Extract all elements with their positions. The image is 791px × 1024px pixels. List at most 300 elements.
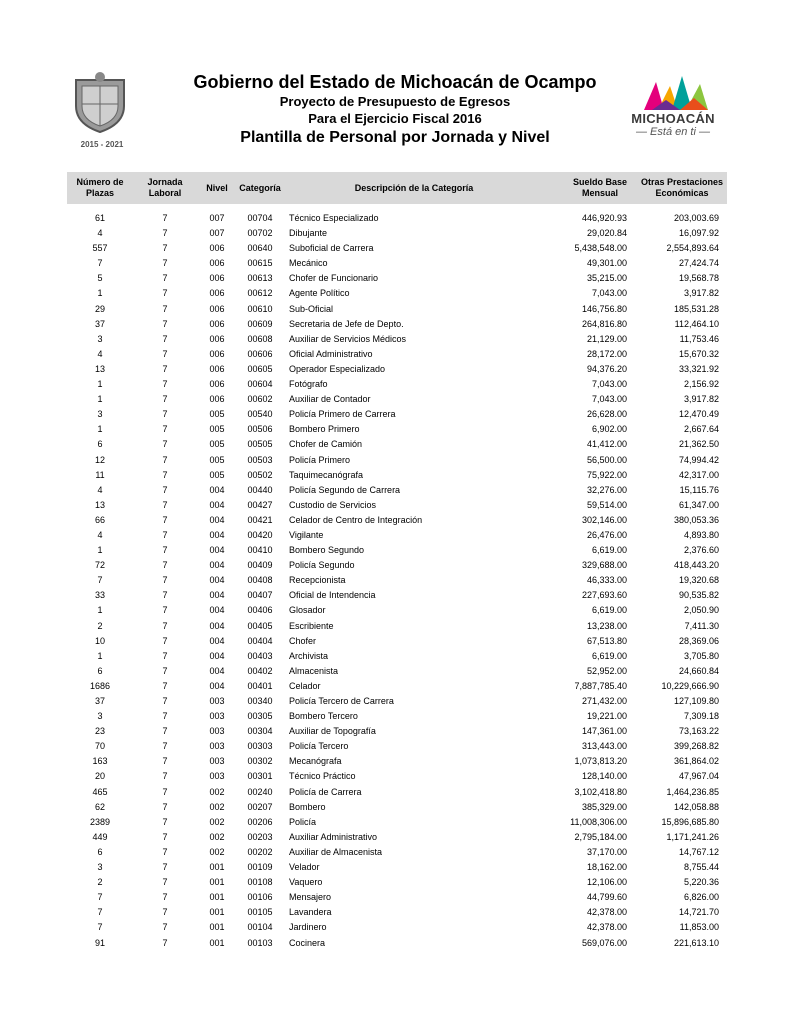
cell-otras: 10,229,666.90 — [661, 680, 719, 691]
cell-otras: 380,053.36 — [673, 514, 719, 525]
cell-plazas: 1 — [97, 394, 103, 405]
cell-sueldo: 271,432.00 — [581, 696, 627, 706]
cell-jornada: 7 — [162, 771, 168, 782]
table-row — [67, 362, 727, 377]
cell-sueldo: 42,378.00 — [586, 907, 627, 918]
cell-plazas: 1 — [97, 424, 103, 435]
cell-descripcion: Policía de Carrera — [289, 786, 362, 797]
cell-jornada: 7 — [162, 665, 168, 676]
cell-sueldo: 37,170.00 — [586, 846, 627, 857]
cell-jornada: 7 — [162, 846, 168, 857]
table-row — [67, 739, 727, 754]
cell-jornada: 7 — [162, 801, 168, 812]
cell-descripcion: Celador de Centro de Integración — [289, 514, 423, 525]
cell-otras: 7,309.18 — [683, 711, 719, 722]
cell-sueldo: 26,476.00 — [586, 529, 627, 540]
cell-categoria: 00405 — [247, 620, 273, 631]
cell-jornada: 7 — [162, 635, 168, 646]
cell-categoria: 00305 — [247, 711, 273, 722]
cell-descripcion: Dibujante — [289, 228, 328, 239]
cell-categoria: 00704 — [247, 213, 273, 223]
cell-nivel: 006 — [209, 348, 225, 359]
cell-categoria: 00602 — [247, 394, 273, 405]
cell-otras: 15,670.32 — [678, 348, 719, 359]
cell-plazas: 2 — [97, 620, 103, 631]
cell-categoria: 00502 — [247, 469, 273, 480]
cell-plazas: 7 — [97, 575, 103, 586]
table-row — [67, 286, 727, 301]
cell-nivel: 006 — [209, 243, 225, 254]
cell-nivel: 002 — [209, 816, 225, 827]
table-row — [67, 785, 727, 800]
table-row — [67, 407, 727, 422]
document-subtitle-1: Proyecto de Presupuesto de Egresos — [279, 94, 511, 109]
cell-otras: 24,660.84 — [678, 665, 719, 676]
cell-nivel: 006 — [209, 394, 225, 405]
cell-jornada: 7 — [162, 288, 168, 299]
cell-categoria: 00106 — [247, 892, 273, 903]
cell-nivel: 006 — [209, 333, 225, 344]
cell-otras: 399,268.82 — [673, 741, 719, 752]
cell-sueldo: 569,076.00 — [581, 937, 627, 948]
cell-categoria: 00606 — [247, 348, 273, 359]
cell-plazas: 23 — [94, 726, 105, 737]
cell-sueldo: 5,438,548.00 — [574, 243, 627, 254]
cell-plazas: 449 — [92, 831, 108, 842]
cell-categoria: 00109 — [247, 862, 273, 873]
table-row — [67, 317, 727, 332]
cell-plazas: 1 — [97, 288, 103, 299]
cell-nivel: 006 — [209, 303, 225, 314]
cell-plazas: 10 — [94, 635, 105, 646]
table-row — [67, 558, 727, 573]
cell-jornada: 7 — [162, 922, 168, 933]
cell-jornada: 7 — [162, 409, 168, 420]
cell-descripcion: Agente Político — [289, 288, 350, 299]
cell-jornada: 7 — [162, 862, 168, 873]
cell-plazas: 91 — [94, 937, 105, 948]
cell-descripcion: Auxiliar de Contador — [289, 394, 371, 405]
cell-categoria: 00421 — [247, 514, 273, 525]
cell-plazas: 4 — [97, 529, 103, 540]
cell-jornada: 7 — [162, 741, 168, 752]
cell-nivel: 005 — [209, 439, 225, 450]
cell-jornada: 7 — [162, 363, 168, 374]
cell-jornada: 7 — [162, 831, 168, 842]
table-row — [67, 830, 727, 845]
cell-descripcion: Chofer de Camión — [289, 439, 363, 450]
cell-descripcion: Mecánico — [289, 258, 328, 269]
cell-sueldo: 56,500.00 — [586, 454, 627, 465]
cell-jornada: 7 — [162, 439, 168, 450]
cell-descripcion: Auxiliar Administrativo — [289, 831, 378, 842]
cell-nivel: 004 — [209, 484, 225, 495]
cell-nivel: 002 — [209, 831, 225, 842]
cell-nivel: 004 — [209, 514, 225, 525]
cell-plazas: 66 — [94, 514, 105, 525]
cell-jornada: 7 — [162, 560, 168, 571]
cell-nivel: 006 — [209, 379, 225, 390]
cell-otras: 33,321.92 — [678, 363, 719, 374]
table-row — [67, 875, 727, 890]
cell-categoria: 00610 — [247, 303, 273, 314]
cell-nivel: 006 — [209, 258, 225, 269]
cell-otras: 15,896,685.80 — [661, 816, 719, 827]
table-row — [67, 619, 727, 634]
cell-nivel: 001 — [209, 907, 225, 918]
cell-sueldo: 19,221.00 — [586, 711, 627, 722]
cell-nivel: 007 — [209, 228, 225, 239]
cell-categoria: 00302 — [247, 756, 273, 767]
cell-sueldo: 329,688.00 — [581, 560, 627, 571]
cell-plazas: 7 — [97, 892, 103, 903]
cell-jornada: 7 — [162, 726, 168, 737]
cell-plazas: 62 — [94, 801, 105, 812]
cell-otras: 3,705.80 — [683, 650, 719, 661]
cell-categoria: 00401 — [247, 680, 273, 691]
cell-nivel: 004 — [209, 680, 225, 691]
cell-jornada: 7 — [162, 680, 168, 691]
cell-otras: 16,097.92 — [678, 228, 719, 239]
cell-sueldo: 446,920.93 — [581, 213, 627, 223]
cell-plazas: 2389 — [89, 816, 111, 827]
table-row — [67, 226, 727, 241]
cell-sueldo: 75,922.00 — [586, 469, 627, 480]
cell-jornada: 7 — [162, 318, 168, 329]
cell-nivel: 007 — [209, 213, 225, 223]
cell-otras: 42,317.00 — [678, 469, 719, 480]
cell-categoria: 00440 — [247, 484, 273, 495]
cell-otras: 12,470.49 — [678, 409, 719, 420]
document-subtitle-3: Plantilla de Personal por Jornada y Nivel — [240, 129, 550, 146]
cell-jornada: 7 — [162, 696, 168, 706]
cell-descripcion: Bombero — [289, 801, 326, 812]
cell-jornada: 7 — [162, 892, 168, 903]
table-row — [67, 890, 727, 905]
cell-descripcion: Sub-Oficial — [289, 303, 334, 314]
cell-plazas: 37 — [94, 696, 105, 706]
cell-descripcion: Policía Segundo de Carrera — [289, 484, 401, 495]
cell-sueldo: 7,043.00 — [591, 394, 627, 405]
cell-sueldo: 313,443.00 — [581, 741, 627, 752]
cell-descripcion: Policía — [289, 816, 317, 827]
cell-descripcion: Bombero Primero — [289, 424, 360, 435]
cell-nivel: 002 — [209, 846, 225, 857]
cell-otras: 2,667.64 — [683, 424, 719, 435]
cell-sueldo: 13,238.00 — [586, 620, 627, 631]
cell-jornada: 7 — [162, 907, 168, 918]
table-row — [67, 905, 727, 920]
table-row — [67, 634, 727, 649]
cell-plazas: 6 — [97, 665, 103, 676]
cell-descripcion: Bombero Tercero — [289, 711, 358, 722]
cell-otras: 90,535.82 — [678, 590, 719, 601]
cell-nivel: 004 — [209, 590, 225, 601]
col-nivel: Nivel — [206, 182, 228, 193]
cell-jornada: 7 — [162, 454, 168, 465]
table-row — [67, 679, 727, 694]
cell-jornada: 7 — [162, 620, 168, 631]
cell-otras: 142,058.88 — [673, 801, 719, 812]
cell-categoria: 00202 — [247, 846, 273, 857]
cell-descripcion: Vigilante — [289, 529, 324, 540]
cell-nivel: 003 — [209, 741, 225, 752]
cell-plazas: 4 — [97, 484, 103, 495]
table-row — [67, 332, 727, 347]
cell-sueldo: 146,756.80 — [581, 303, 627, 314]
cell-descripcion: Técnico Especializado — [289, 213, 379, 223]
cell-plazas: 5 — [97, 273, 103, 284]
cell-descripcion: Jardinero — [289, 922, 327, 933]
cell-plazas: 11 — [95, 469, 105, 480]
cell-descripcion: Recepcionista — [289, 575, 346, 586]
table-row — [67, 920, 727, 935]
cell-plazas: 33 — [94, 590, 105, 601]
cell-jornada: 7 — [162, 605, 168, 616]
cell-otras: 4,893.80 — [683, 529, 719, 540]
cell-otras: 19,320.68 — [678, 575, 719, 586]
table-row — [67, 769, 727, 784]
cell-jornada: 7 — [162, 333, 168, 344]
cell-categoria: 00304 — [247, 726, 273, 737]
table-row — [67, 664, 727, 679]
cell-nivel: 003 — [209, 756, 225, 767]
table-row — [67, 256, 727, 271]
cell-categoria: 00404 — [247, 635, 273, 646]
cell-otras: 15,115.76 — [679, 484, 719, 495]
table-row — [67, 437, 727, 452]
table-row — [67, 543, 727, 558]
cell-categoria: 00612 — [247, 288, 273, 299]
cell-nivel: 001 — [209, 877, 225, 888]
cell-plazas: 72 — [94, 560, 105, 571]
cell-plazas: 37 — [94, 318, 105, 329]
cell-descripcion: Taquimecanógrafa — [289, 469, 364, 480]
cell-plazas: 29 — [94, 303, 105, 314]
cell-descripcion: Operador Especializado — [289, 363, 386, 374]
cell-nivel: 006 — [209, 318, 225, 329]
table-row — [67, 498, 727, 513]
cell-plazas: 7 — [97, 907, 103, 918]
cell-nivel: 005 — [209, 409, 225, 420]
cell-otras: 14,767.12 — [678, 846, 719, 857]
col-categoria: Categoría — [239, 182, 281, 193]
table-body — [67, 211, 727, 951]
table-row — [67, 528, 727, 543]
cell-sueldo: 49,301.00 — [586, 258, 627, 269]
cell-otras: 74,994.42 — [678, 454, 719, 465]
table-row — [67, 649, 727, 664]
cell-categoria: 00206 — [247, 816, 273, 827]
cell-plazas: 6 — [97, 439, 103, 450]
cell-jornada: 7 — [162, 786, 168, 797]
cell-sueldo: 12,106.00 — [586, 877, 627, 888]
cell-sueldo: 302,146.00 — [581, 514, 627, 525]
table-row — [67, 271, 727, 286]
cell-descripcion: Almacenista — [289, 665, 339, 676]
cell-otras: 73,163.22 — [678, 726, 719, 737]
table-row — [67, 724, 727, 739]
cell-sueldo: 32,276.00 — [586, 484, 627, 495]
cell-categoria: 00503 — [247, 454, 273, 465]
cell-descripcion: Custodio de Servicios — [289, 499, 377, 510]
col-sueldo: Sueldo Base Mensual — [572, 177, 627, 198]
cell-plazas: 163 — [92, 756, 108, 767]
cell-otras: 28,369.06 — [678, 635, 719, 646]
cell-categoria: 00615 — [247, 258, 273, 269]
logo-tagline: — Está en ti — — [636, 126, 710, 138]
table-row — [67, 845, 727, 860]
cell-plazas: 1 — [97, 650, 103, 661]
cell-nivel: 005 — [209, 469, 225, 480]
cell-nivel: 002 — [209, 801, 225, 812]
cell-otras: 418,443.20 — [673, 560, 719, 571]
cell-sueldo: 227,693.60 — [581, 590, 627, 601]
cell-descripcion: Fotógrafo — [289, 379, 328, 390]
cell-jornada: 7 — [162, 243, 168, 254]
cell-descripcion: Velador — [289, 862, 320, 873]
cell-categoria: 00108 — [247, 877, 273, 888]
cell-categoria: 00105 — [247, 907, 273, 918]
cell-descripcion: Policía Tercero de Carrera — [289, 696, 394, 706]
cell-sueldo: 59,514.00 — [586, 499, 627, 510]
cell-plazas: 20 — [94, 771, 105, 782]
cell-descripcion: Oficial de Intendencia — [289, 590, 376, 601]
cell-sueldo: 128,140.00 — [581, 771, 627, 782]
cell-otras: 8,755.44 — [683, 862, 719, 873]
cell-descripcion: Auxiliar de Topografía — [289, 726, 376, 737]
col-otras: Otras Prestaciones Económicas — [640, 177, 723, 198]
cell-plazas: 7 — [97, 258, 103, 269]
cell-jornada: 7 — [162, 379, 168, 390]
cell-otras: 7,411.30 — [684, 620, 719, 631]
cell-sueldo: 46,333.00 — [586, 575, 627, 586]
cell-jornada: 7 — [162, 273, 168, 284]
state-seal-icon — [68, 70, 132, 134]
cell-descripcion: Lavandera — [289, 907, 332, 918]
table-row — [67, 468, 727, 483]
cell-categoria: 00506 — [247, 424, 273, 435]
cell-categoria: 00240 — [247, 786, 273, 797]
cell-categoria: 00207 — [247, 801, 273, 812]
cell-nivel: 004 — [209, 545, 225, 556]
cell-plazas: 2 — [97, 877, 103, 888]
cell-jornada: 7 — [162, 469, 168, 480]
cell-otras: 3,917.82 — [683, 394, 719, 405]
cell-plazas: 70 — [94, 741, 105, 752]
cell-nivel: 004 — [209, 529, 225, 540]
cell-plazas: 4 — [97, 348, 103, 359]
table-row — [67, 422, 727, 437]
cell-nivel: 004 — [209, 650, 225, 661]
cell-jornada: 7 — [162, 484, 168, 495]
table-row — [67, 513, 727, 528]
table-header — [67, 172, 727, 204]
cell-jornada: 7 — [162, 937, 168, 948]
cell-sueldo: 1,073,813.20 — [574, 756, 627, 767]
table-row — [67, 936, 727, 951]
cell-sueldo: 147,361.00 — [581, 726, 627, 737]
cell-categoria: 00402 — [247, 665, 273, 676]
cell-sueldo: 6,619.00 — [591, 545, 627, 556]
cell-sueldo: 7,043.00 — [591, 288, 627, 299]
cell-nivel: 004 — [209, 620, 225, 631]
cell-otras: 6,826.00 — [683, 892, 719, 903]
cell-descripcion: Secretaria de Jefe de Depto. — [289, 318, 404, 329]
document-title: Gobierno del Estado de Michoacán de Ocampo — [193, 72, 597, 92]
cell-jornada: 7 — [162, 756, 168, 767]
cell-plazas: 557 — [92, 243, 108, 254]
table-row — [67, 815, 727, 830]
cell-nivel: 006 — [209, 273, 225, 284]
cell-sueldo: 29,020.84 — [586, 228, 627, 239]
cell-plazas: 6 — [97, 846, 103, 857]
cell-otras: 19,568.78 — [678, 273, 719, 284]
col-plazas: Número de Plazas — [76, 177, 124, 198]
cell-plazas: 1686 — [89, 680, 111, 691]
cell-sueldo: 2,795,184.00 — [574, 831, 627, 842]
cell-categoria: 00410 — [247, 545, 273, 556]
table-row — [67, 588, 727, 603]
cell-plazas: 7 — [97, 922, 103, 933]
cell-categoria: 00505 — [247, 439, 273, 450]
cell-sueldo: 42,378.00 — [586, 922, 627, 933]
cell-nivel: 001 — [209, 862, 225, 873]
cell-plazas: 3 — [97, 409, 103, 420]
cell-jornada: 7 — [162, 514, 168, 525]
cell-sueldo: 41,412.00 — [586, 439, 627, 450]
cell-descripcion: Mecanógrafa — [289, 756, 342, 767]
cell-otras: 11,753.46 — [679, 333, 719, 344]
cell-descripcion: Auxiliar de Servicios Médicos — [289, 333, 407, 344]
cell-sueldo: 26,628.00 — [586, 409, 627, 420]
cell-categoria: 00420 — [247, 529, 273, 540]
cell-nivel: 004 — [209, 665, 225, 676]
cell-descripcion: Policía Primero de Carrera — [289, 409, 396, 420]
cell-categoria: 00301 — [247, 771, 273, 782]
logo-wordmark: MICHOACÁN — [631, 111, 715, 126]
cell-otras: 2,050.90 — [683, 605, 719, 616]
cell-jornada: 7 — [162, 228, 168, 239]
cell-categoria: 00427 — [247, 499, 273, 510]
cell-nivel: 003 — [209, 696, 225, 706]
cell-descripcion: Cocinera — [289, 937, 326, 948]
cell-nivel: 002 — [209, 786, 225, 797]
cell-jornada: 7 — [162, 529, 168, 540]
cell-plazas: 12 — [94, 454, 105, 465]
cell-sueldo: 67,513.80 — [586, 635, 627, 646]
cell-sueldo: 385,329.00 — [581, 801, 627, 812]
cell-descripcion: Glosador — [289, 605, 326, 616]
col-descripcion: Descripción de la Categoría — [354, 182, 474, 193]
table-row — [67, 392, 727, 407]
cell-sueldo: 6,619.00 — [591, 605, 627, 616]
cell-descripcion: Mensajero — [289, 892, 332, 903]
cell-categoria: 00609 — [247, 318, 273, 329]
cell-descripcion: Celador — [289, 680, 321, 691]
cell-sueldo: 94,376.20 — [586, 363, 627, 374]
cell-categoria: 00540 — [247, 409, 273, 420]
cell-sueldo: 35,215.00 — [586, 273, 627, 284]
table-row — [67, 709, 727, 724]
cell-plazas: 4 — [97, 228, 103, 239]
table-row — [67, 241, 727, 256]
cell-plazas: 3 — [97, 333, 103, 344]
cell-categoria: 00702 — [247, 228, 273, 239]
cell-categoria: 00203 — [247, 831, 273, 842]
seal-years: 2015 - 2021 — [80, 140, 124, 149]
table-row — [67, 302, 727, 317]
